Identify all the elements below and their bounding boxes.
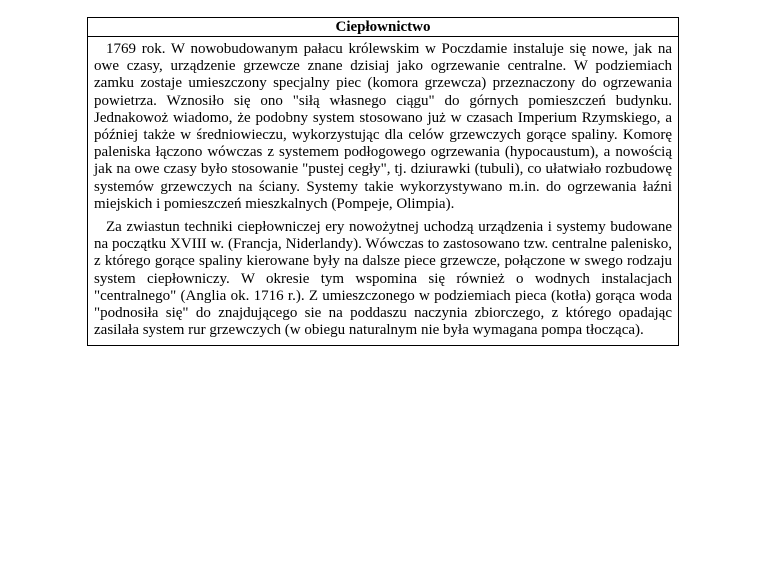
document-title: Ciepłownictwo xyxy=(88,18,678,37)
document-box xyxy=(87,17,679,346)
paragraph-1: 1769 rok. W nowobudowanym pałacu królewskim w Poczdamie instaluje się nowe, jak na owe czasy, urządzenie grzewcze znane dzisiaj jako ogrzewanie centralne. W podziemiach zamku zostaje umieszczony specjalny piec (komora grzewcza) przeznaczony do ogrzewania powietrza. Wznosiło się ono "siłą własnego ciągu" do górnych pomieszczeń budynku. Jednakowoż wiadomo, że podobny system stosowano już w czasach Imperium Rzymskiego, a później także w średniowieczu, wykorzystując dla celów grzewczych gorące spaliny. Komorę paleniska łączono wówczas z systemem podłogowego ogrzewania (hypocaustum), a nowością jak na owe czasy było stosowanie "pustej cegły", tj. dziurawki (tubuli), co ułatwiało rozbudowę systemów grzewczych na ściany. Systemy takie wykorzystywano m.in. do ogrzewania łaźni miejskich i pomieszczeń mieszkalnych (Pompeje, Olimpia). xyxy=(94,41,672,212)
paragraph-2: Za zwiastun techniki ciepłowniczej ery nowożytnej uchodzą urządzenia i systemy budowane na początku XVIII w. (Francja, Niderlandy). Wówczas to zastosowano tzw. centralne palenisko, z którego gorące spaliny kierowane były na dalsze piece grzewcze, połączone w swego rodzaju system ciepłowniczy. W okresie tym wspomina się również o wodnych instalacjach "centralnego" (Anglia ok. 1716 r.). Z umieszczonego w podziemiach pieca (kotła) gorąca woda "podnosiła się" do znajdującego sie na poddaszu naczynia zbiorczego, z którego opadając zasilała system rur grzewczych (w obiegu naturalnym nie była wymagana pompa tłocząca). xyxy=(94,219,672,339)
document-content xyxy=(88,37,678,345)
